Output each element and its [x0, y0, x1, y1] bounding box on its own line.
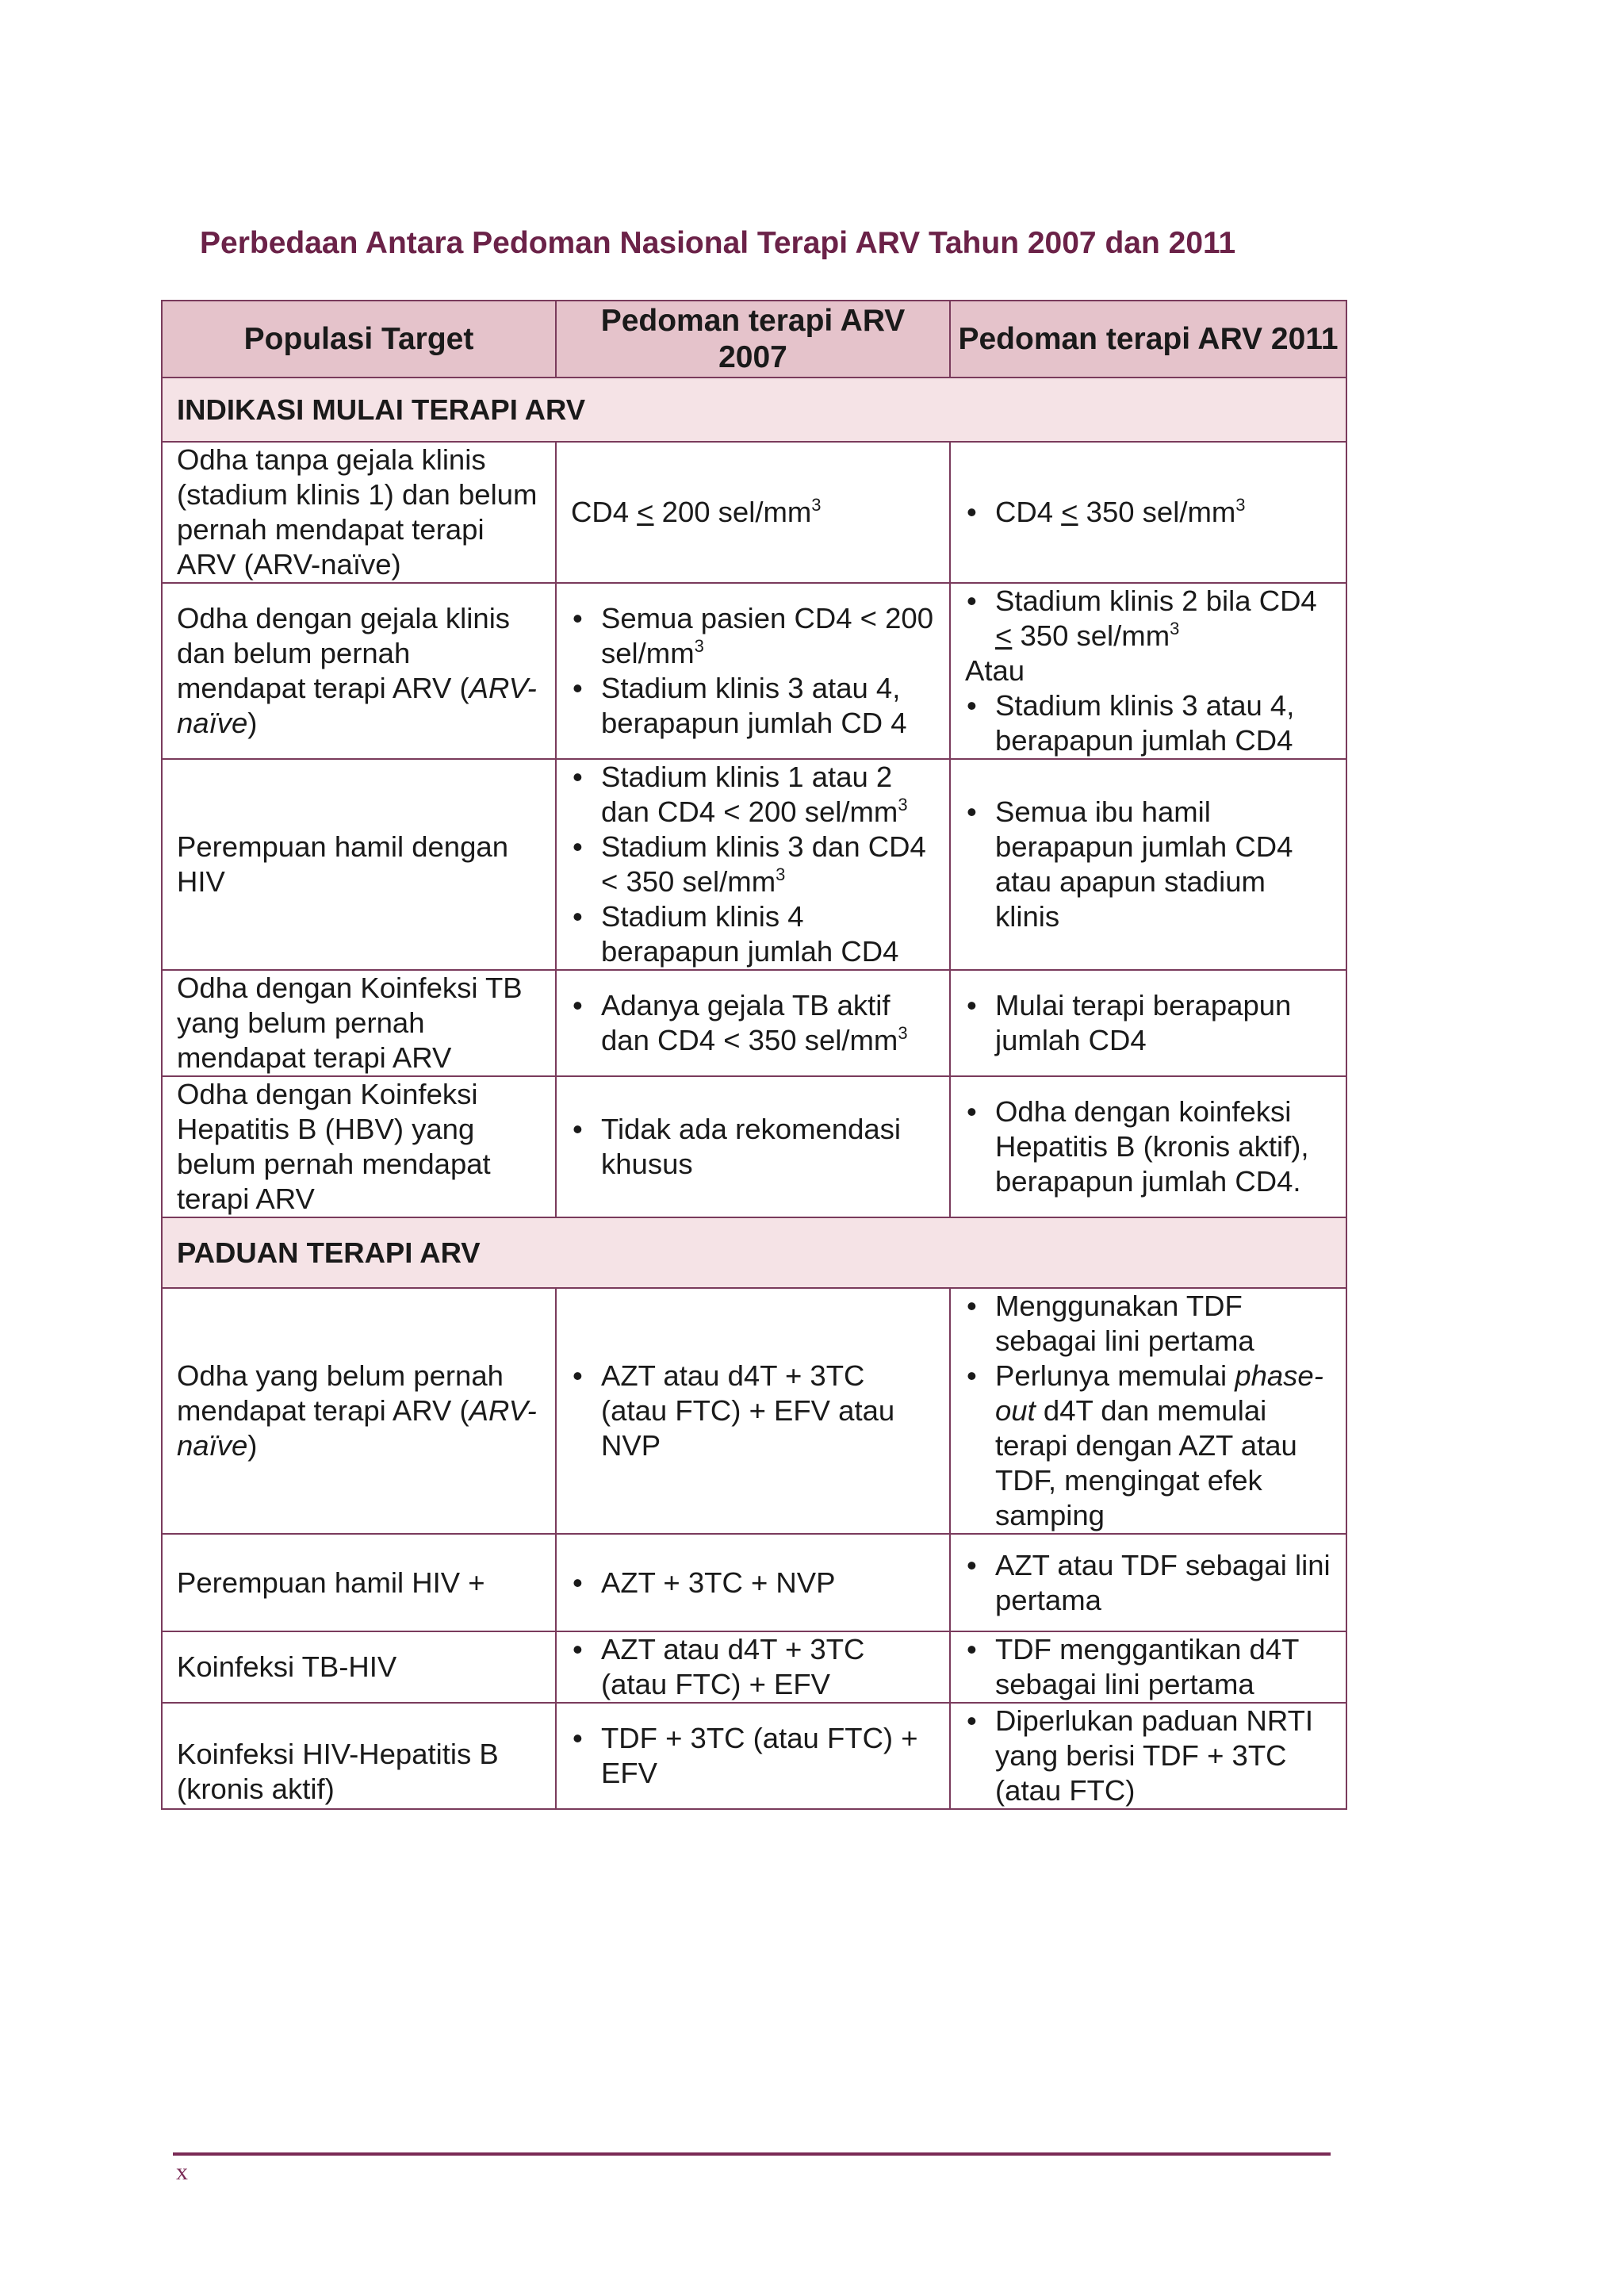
list-item: • Stadium klinis 3 atau 4, berapapun jumlah CD4	[965, 688, 1331, 758]
cell-2007	[556, 1703, 950, 1809]
bullet-list	[571, 1112, 935, 1182]
cell-2007	[556, 1288, 950, 1534]
cell-2011	[950, 1631, 1346, 1703]
bullet-list	[571, 1566, 935, 1600]
list-item: • Odha dengan koinfeksi Hepatitis B (kronis aktif), berapapun jumlah CD4.	[965, 1094, 1331, 1199]
header-guideline-2011: Pedoman terapi ARV 2011	[950, 301, 1346, 378]
bullet-list	[571, 601, 935, 741]
table-row	[162, 583, 1346, 759]
superscript: 3	[811, 495, 822, 515]
list-item: • TDF + 3TC (atau FTC) + EFV	[571, 1721, 935, 1791]
cell-text: Odha yang belum pernah mendapat terapi ARV (	[177, 1359, 504, 1427]
cell-text: Perlunya memulai	[995, 1359, 1235, 1392]
cell-2007	[556, 759, 950, 970]
cell-text: Semua pasien CD4 < 200 sel/mm	[601, 602, 934, 669]
cell-target: Koinfeksi TB-HIV	[162, 1631, 556, 1703]
bullet-list	[965, 1094, 1331, 1199]
cell-text: Adanya gejala TB aktif dan CD4 < 350 sel/mm	[601, 989, 898, 1056]
less-equal-symbol: <	[995, 619, 1013, 652]
superscript: 3	[898, 1023, 908, 1043]
cell-text: Odha dengan gejala klinis dan belum pernah mendapat terapi ARV (	[177, 602, 511, 704]
list-item: • AZT atau d4T + 3TC (atau FTC) + EFV atau NVP	[571, 1359, 935, 1463]
table-row	[162, 1534, 1346, 1631]
bullet-list	[965, 688, 1331, 758]
cell-target	[162, 583, 556, 759]
list-item	[965, 495, 1331, 530]
cell-2011	[950, 583, 1346, 759]
cell-2007	[556, 1534, 950, 1631]
bullet-list	[965, 1704, 1331, 1808]
section-heading-regimen: PADUAN TERAPI ARV	[162, 1217, 1346, 1288]
superscript: 3	[776, 864, 786, 884]
cell-2011	[950, 1288, 1346, 1534]
table-row	[162, 1703, 1346, 1809]
table-row	[162, 970, 1346, 1076]
bullet-list	[965, 988, 1331, 1058]
cell-target	[162, 1288, 556, 1534]
cell-target: Koinfeksi HIV-Hepatitis B (kronis aktif)	[162, 1703, 556, 1809]
list-item: • AZT atau TDF sebagai lini pertama	[965, 1548, 1331, 1618]
cell-text: Stadium klinis 2 bila CD4	[995, 585, 1317, 617]
footer-rule	[173, 2152, 1331, 2156]
list-item	[571, 988, 935, 1058]
bullet-list	[965, 495, 1331, 530]
list-item: • Stadium klinis 4 berapapun jumlah CD4	[571, 899, 935, 969]
cell-2011	[950, 759, 1346, 970]
list-item: • Menggunakan TDF sebagai lini pertama	[965, 1289, 1331, 1359]
cell-target: Perempuan hamil dengan HIV	[162, 759, 556, 970]
list-item	[571, 601, 935, 671]
page-title: Perbedaan Antara Pedoman Nasional Terapi ARV Tahun 2007 dan 2011	[200, 226, 1236, 260]
italic-text: ARV-naïve	[177, 1394, 537, 1462]
cell-2011	[950, 442, 1346, 583]
cell-text: CD4	[571, 496, 638, 528]
less-equal-symbol: <	[637, 496, 654, 528]
cell-2007	[556, 583, 950, 759]
list-item: • AZT + 3TC + NVP	[571, 1566, 935, 1600]
table-row	[162, 759, 1346, 970]
table-header-row	[162, 301, 1346, 378]
cell-target: Perempuan hamil HIV +	[162, 1534, 556, 1631]
list-item: • Tidak ada rekomendasi khusus	[571, 1112, 935, 1182]
bullet-list	[571, 988, 935, 1058]
list-item	[571, 760, 935, 830]
cell-2011	[950, 970, 1346, 1076]
list-item: • TDF menggantikan d4T sebagai lini pertama	[965, 1632, 1331, 1702]
cell-text: )	[247, 707, 258, 739]
cell-text: d4T dan memulai terapi dengan AZT atau TDF, mengingat efek samping	[995, 1394, 1297, 1531]
list-item: • Stadium klinis 3 atau 4, berapapun jumlah CD 4	[571, 671, 935, 741]
list-item	[965, 1359, 1331, 1533]
table-row	[162, 1076, 1346, 1217]
bullet-list	[965, 795, 1331, 934]
italic-text: phase-out	[995, 1359, 1323, 1427]
cell-text: 350 sel/mm	[1078, 496, 1236, 528]
bullet-list	[571, 1721, 935, 1791]
table-row	[162, 442, 1346, 583]
list-item: • Semua ibu hamil berapapun jumlah CD4 atau apapun stadium klinis	[965, 795, 1331, 934]
header-guideline-2007: Pedoman terapi ARV 2007	[556, 301, 950, 378]
bullet-list	[965, 584, 1331, 654]
cell-text: Stadium klinis 1 atau 2 dan CD4 < 200 sel/mm	[601, 761, 898, 828]
section-row	[162, 378, 1346, 442]
cell-2007	[556, 1076, 950, 1217]
cell-2011	[950, 1534, 1346, 1631]
cell-2011	[950, 1076, 1346, 1217]
superscript: 3	[694, 636, 704, 656]
table-row	[162, 1288, 1346, 1534]
list-item	[965, 584, 1331, 654]
cell-2007	[556, 442, 950, 583]
superscript: 3	[1235, 495, 1246, 515]
cell-2007	[556, 970, 950, 1076]
section-row	[162, 1217, 1346, 1288]
list-item	[571, 830, 935, 899]
section-heading-indication: INDIKASI MULAI TERAPI ARV	[162, 378, 1346, 442]
superscript: 3	[898, 795, 908, 815]
cell-2011	[950, 1703, 1346, 1809]
header-target-population: Populasi Target	[162, 301, 556, 378]
table-row	[162, 1631, 1346, 1703]
bullet-list	[571, 1632, 935, 1702]
or-text: Atau	[965, 654, 1025, 687]
list-item: • Diperlukan paduan NRTI yang berisi TDF + 3TC (atau FTC)	[965, 1704, 1331, 1808]
bullet-list	[965, 1632, 1331, 1702]
less-equal-symbol: <	[1061, 496, 1078, 528]
bullet-list	[965, 1548, 1331, 1618]
list-item: • AZT atau d4T + 3TC (atau FTC) + EFV	[571, 1632, 935, 1702]
cell-2007	[556, 1631, 950, 1703]
cell-target: Odha dengan Koinfeksi TB yang belum pernah mendapat terapi ARV	[162, 970, 556, 1076]
italic-text: ARV-naïve	[177, 672, 537, 739]
bullet-list	[571, 760, 935, 969]
cell-target: Odha dengan Koinfeksi Hepatitis B (HBV) yang belum pernah mendapat terapi ARV	[162, 1076, 556, 1217]
cell-text: Stadium klinis 3 dan CD4 < 350 sel/mm	[601, 830, 926, 898]
bullet-list	[965, 1289, 1331, 1533]
superscript: 3	[1170, 619, 1180, 638]
page-number: x	[176, 2159, 188, 2185]
cell-text: )	[247, 1429, 258, 1462]
bullet-list	[571, 1359, 935, 1463]
cell-target: Odha tanpa gejala klinis (stadium klinis 1) dan belum pernah mendapat terapi ARV (ARV-naïve)	[162, 442, 556, 583]
comparison-table	[161, 300, 1347, 1810]
list-item: • Mulai terapi berapapun jumlah CD4	[965, 988, 1331, 1058]
cell-text: 200 sel/mm	[653, 496, 812, 528]
cell-text: 350 sel/mm	[1012, 619, 1170, 652]
cell-text: CD4	[995, 496, 1062, 528]
